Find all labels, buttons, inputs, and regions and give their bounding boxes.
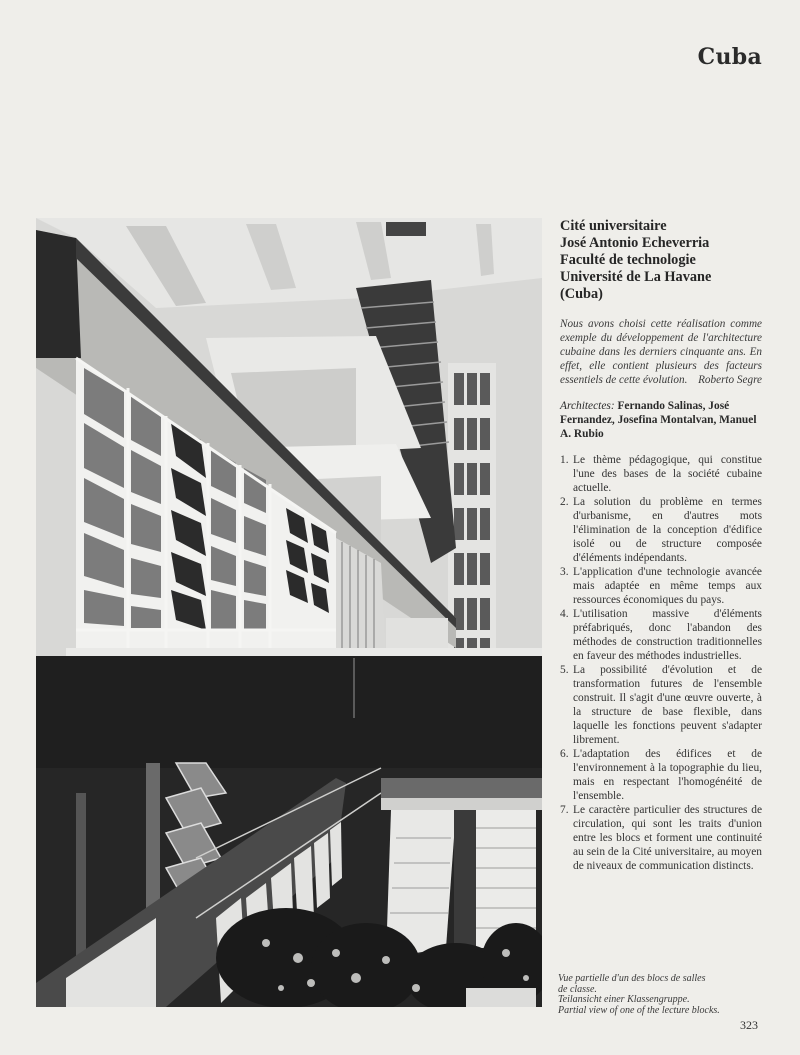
intro-paragraph xyxy=(560,317,762,387)
item-number: 7. xyxy=(560,804,569,816)
item-number: 4. xyxy=(560,608,569,620)
item-text: Le thème pédagogique, qui constitue l'une des bases de la société cubaine actuelle. xyxy=(573,454,762,494)
item-number: 2. xyxy=(560,496,569,508)
points-list xyxy=(560,453,762,873)
article-column xyxy=(560,218,762,873)
photo-image-icon xyxy=(36,218,542,1007)
list-item xyxy=(560,565,762,607)
list-item xyxy=(560,747,762,803)
intro-text: Nous avons choisi cette réalisation comme exemple du développement de l'architecture cubaine dans les derniers cinquante ans. En effet, elle contient plusieurs des facteurs essentiels de cette évolution. xyxy=(560,318,762,386)
architects-credit xyxy=(560,399,762,441)
item-text: L'utilisation massive d'éléments préfabriqués, donc l'abandon des méthodes de construction traditionnelles en faveur des méthodes industrielles. xyxy=(573,608,762,662)
caption-line: Partial view of one of the lecture blocks. xyxy=(558,1004,720,1016)
item-number: 5. xyxy=(560,664,569,676)
item-text: La solution du problème en termes d'urbanisme, en d'autres mots l'élimination de la conception d'édifice isolé ou de structure composée d'éléments indépendants. xyxy=(573,496,762,564)
caption-line: Vue partielle d'un des blocs de salles xyxy=(558,973,706,984)
architects-names: Fernando Salinas, José Fernandez, Josefina Montalvan, Manuel A. Rubio xyxy=(560,400,757,440)
architects-label: Architectes: xyxy=(560,400,615,412)
caption-line: Teilansicht einer Klassengruppe. xyxy=(558,994,690,1005)
list-item xyxy=(560,453,762,495)
title-line: Faculté de technologie xyxy=(560,252,696,268)
item-text: La possibilité d'évolution et de transformation futures de l'ensemble construit. Il s'agit d'une œuvre ouverte, à la structure de base flexible, dans laquelle les fonctions peuvent s'adapter librement. xyxy=(573,664,762,746)
caption-line: de classe. xyxy=(558,983,597,995)
intro-author: Roberto Segre xyxy=(698,374,762,386)
article-title xyxy=(560,218,762,303)
section-header: Cuba xyxy=(697,44,762,70)
list-item xyxy=(560,607,762,663)
item-number: 3. xyxy=(560,566,569,578)
page-number: 323 xyxy=(740,1018,758,1032)
title-line: Cité universitaire xyxy=(560,218,667,234)
title-line: José Antonio Echeverria xyxy=(560,235,710,251)
photo-caption xyxy=(558,974,758,1016)
item-text: Le caractère particulier des structures de circulation, qui sont les traits d'union entre les blocs et forment une continuité au sein de la Cité universitaire, au moyen de niveaux de communication distincts. xyxy=(573,804,762,872)
list-item xyxy=(560,803,762,873)
item-text: L'application d'une technologie avancée mais adaptée en même temps aux ressources économiques du pays. xyxy=(573,566,762,606)
list-item xyxy=(560,663,762,747)
title-line: Université de La Havane xyxy=(560,269,712,285)
title-line: (Cuba) xyxy=(560,286,603,302)
item-number: 6. xyxy=(560,748,569,760)
building-photo xyxy=(36,218,542,1007)
list-item xyxy=(560,495,762,565)
item-number: 1. xyxy=(560,454,569,466)
item-text: L'adaptation des édifices et de l'environnement à la topographie du lieu, mais en respectant l'homogénéité de l'ensemble. xyxy=(573,748,762,802)
